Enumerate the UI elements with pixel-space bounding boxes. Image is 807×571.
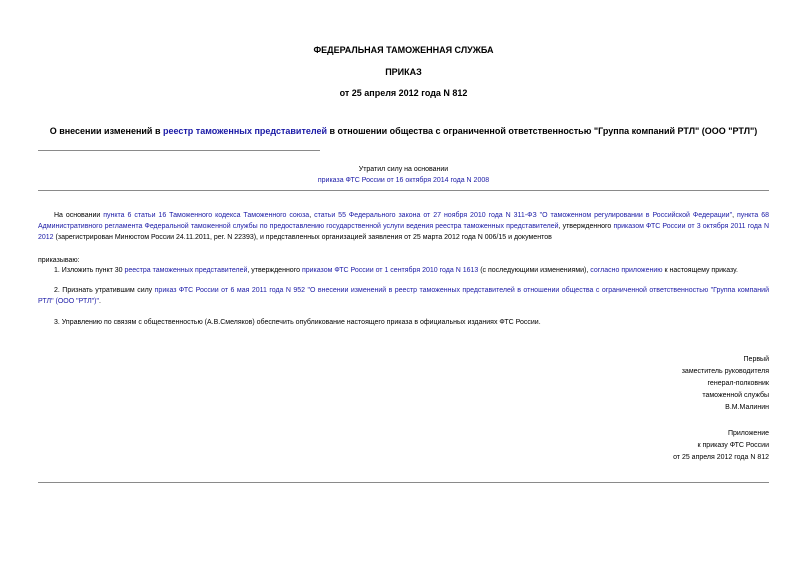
item1-text-4: к настоящему приказу. bbox=[662, 267, 738, 274]
appendix-line-1: Приложение bbox=[727, 430, 769, 437]
item1-link-appendix[interactable]: согласно приложению bbox=[590, 267, 663, 274]
order-item-2 bbox=[38, 285, 769, 307]
basis-text-1: На основании bbox=[54, 212, 104, 219]
signature-line-1: Первый bbox=[743, 356, 769, 363]
basis-text-4: , утвержденного bbox=[558, 223, 614, 230]
order-item-1 bbox=[38, 265, 769, 276]
signature-line-2: заместитель руководителя bbox=[681, 368, 769, 375]
status-line: Утратил силу на основании bbox=[358, 166, 449, 173]
appendix-line-2: к приказу ФТС России bbox=[697, 442, 769, 449]
appendix-block bbox=[673, 428, 769, 464]
order-item-3: 3. Управлению по связям с общественностью (А.В.Смеляков) обеспечить опубликование настоящего приказа в официальных изданиях ФТС России. bbox=[54, 319, 541, 326]
item2-text-1: 2. Признать утратившим силу bbox=[54, 287, 155, 294]
signature-name: В.М.Малинин bbox=[725, 404, 769, 411]
item2-text-2: . bbox=[98, 298, 101, 305]
basis-paragraph bbox=[38, 210, 769, 243]
document-type: ПРИКАЗ bbox=[385, 67, 422, 77]
signature-block bbox=[682, 354, 769, 414]
document-date-number: от 25 апреля 2012 года N 812 bbox=[339, 88, 468, 98]
status-note bbox=[0, 164, 807, 186]
basis-link-order-2012[interactable]: приказом ФТС России от 3 октября 2011 года N 2012 bbox=[38, 223, 769, 241]
title-part1: О внесении изменений в bbox=[49, 126, 163, 136]
document-title bbox=[0, 126, 807, 136]
basis-text-2: , bbox=[309, 212, 315, 219]
basis-link-federal-law[interactable]: статьи 55 Федерального закона от 27 ноября 2010 года N 311-ФЗ "О таможенном регулировании в Российской Федерации" bbox=[314, 212, 733, 219]
signature-line-4: таможенной службы bbox=[702, 392, 769, 399]
status-repeal-link[interactable]: приказа ФТС России от 16 октября 2014 года N 2008 bbox=[317, 177, 490, 184]
item1-link-registry[interactable]: реестра таможенных представителей bbox=[124, 267, 248, 274]
basis-link-regulation[interactable]: пункта 68 Административного регламента Федеральной таможенной службы по предоставлению государственной услуги ведения реестра таможенных представителей bbox=[38, 212, 770, 230]
basis-text-3: , bbox=[732, 212, 737, 219]
short-divider bbox=[38, 150, 320, 151]
item2-link-order-952[interactable]: приказ ФТС России от 6 мая 2011 года N 952 "О внесении изменений в реестр таможенных представителей в отношении общества с ограниченной ответственностью "Группа компаний РТЛ" (ООО "РТЛ")" bbox=[38, 287, 769, 305]
basis-text-5: (зарегистрирован Минюстом России 24.11.2011, рег. N 22393), и представленных организацией заявления от 25 марта 2012 года N 006/15 и документов bbox=[53, 234, 552, 241]
appendix-line-3: от 25 апреля 2012 года N 812 bbox=[673, 454, 769, 461]
basis-link-customs-code[interactable]: пункта 6 статьи 16 Таможенного кодекса Таможенного союза bbox=[103, 212, 310, 219]
item1-text-2: , утвержденного bbox=[247, 267, 302, 274]
agency-name: ФЕДЕРАЛЬНАЯ ТАМОЖЕННАЯ СЛУЖБА bbox=[313, 45, 494, 55]
title-part2: в отношении общества с ограниченной ответственностью "Группа компаний РТЛ" (ООО "РТЛ") bbox=[327, 126, 758, 136]
status-divider bbox=[38, 190, 769, 191]
bottom-divider bbox=[38, 482, 769, 483]
item1-text-1: 1. Изложить пункт 30 bbox=[54, 267, 125, 274]
signature-line-3: генерал-полковник bbox=[707, 380, 769, 387]
title-registry-link[interactable]: реестр таможенных представителей bbox=[162, 126, 328, 136]
order-word: приказываю: bbox=[38, 257, 80, 264]
item1-link-order-1613[interactable]: приказом ФТС России от 1 сентября 2010 года N 1613 bbox=[301, 267, 479, 274]
item1-text-3: (с последующими изменениями), bbox=[478, 267, 591, 274]
